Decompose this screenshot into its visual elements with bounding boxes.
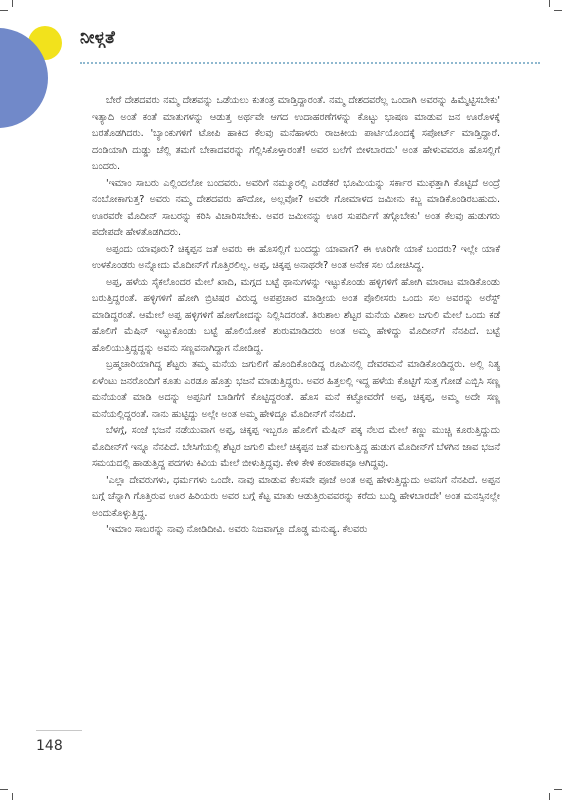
crop-mark-bottom-left-v bbox=[12, 793, 13, 800]
paragraph: 'ಇಮಾಂ ಸಾಬರನ್ನು ನಾವು ನೋಡಿದೀವಿ. ಅವರು ನಿಜವಾಗ್ಲೂ ದೊಡ್ಡ ಮನುಷ್ಯ. ಕೆಲವರು bbox=[106, 524, 368, 535]
story-body bbox=[92, 93, 500, 539]
section-title: ನೀಳ್ಗತೆ bbox=[80, 28, 116, 48]
crop-mark-top-left-v bbox=[12, 0, 13, 7]
crop-mark-top-right-v bbox=[549, 0, 550, 7]
crop-mark-bottom-left-h bbox=[0, 789, 8, 790]
header-dotted-rule bbox=[80, 62, 540, 64]
paragraph: ಬೆಳಗ್ಗೆ, ಸಂಜೆ ಭಜನೆ ನಡೆಯುವಾಗ ಅಪ್ಪ, ಚಿಕ್ಕಪ್ಪ ಇಬ್ಬರೂ ಹೊಲಿಗೆ ಮೆಷಿನ್ ಪಕ್ಕ ನೆಲದ ಮೇಲೆ ಕಣ್ಣು ಮುಚ್ಚಿ ಕೂರುತ್ತಿದ್ದುದು ಮೊದೀನ್‌ಗೆ ಇನ್ನೂ ನೆನಪಿದೆ. ಬೇಸಿಗೆಯಲ್ಲಿ ಶೆಟ್ಟರ ಜಗುಲಿ ಮೇಲೆ ಚಿಕ್ಕಪ್ಪನ ಜತೆ ಮಲಗುತ್ತಿದ್ದ ಹುಡುಗ ಮೊದೀನ್‌ಗೆ ಬೆಳಗಿನ ಜಾವ ಭಜನೆ ಸಮಯದಲ್ಲಿ ಹಾಡುತ್ತಿದ್ದ ಪದಗಳು ಕಿವಿಯ ಮೇಲೆ ಬೀಳುತ್ತಿದ್ದವು. ಕೇಳಿ ಕೇಳಿ ಕಂಠಪಾಠವೂ ಆಗಿದ್ದವು. bbox=[92, 425, 500, 469]
crop-mark-bottom-right-v bbox=[549, 793, 550, 800]
paragraph: ಅಪ್ಪಂದು ಯಾವೂರು? ಚಿಕ್ಕಪ್ಪನ ಜತೆ ಅವರು ಈ ಹೊಸಲ್ಲಿಗೆ ಬಂದದ್ದು ಯಾವಾಗ? ಈ ಊರಿಗೇ ಯಾಕೆ ಬಂದರು? ಇಲ್ಲೇ ಯಾಕೆ ಉಳಕೊಂಡರು ಅನ್ನೋದು ಮೊದೀನ್‌ಗೆ ಗೊತ್ತಿರಲಿಲ್ಲ. ಅಪ್ಪ, ಚಿಕ್ಕಪ್ಪ ಅನಾಥರೇ? ಅಂತ ಅನೇಕ ಸಲ ಯೋಚಿಸಿದ್ದ. bbox=[92, 243, 500, 271]
crop-mark-top-left-h bbox=[0, 10, 8, 11]
page-number: 148 bbox=[36, 738, 63, 754]
paragraph: 'ಇಮಾಂ ಸಾಬರು ಎಲ್ಲಿಂದಲೋ ಬಂದವರು. ಅವರಿಗೆ ನಮ್ಮೂರಲ್ಲಿ ಎರಡೆಕರೆ ಭೂಮಿಯನ್ನು ಸರ್ಕಾರ ಮುಫತ್ತಾಗಿ ಕೊಟ್ಟಿದೆ ಅಂದ್ರೆ ನಂಬೋಕಾಗುತ್ತ? ಅವರು ನಮ್ಮ ದೇಶದವರು ಹೌದೋ, ಅಲ್ಲವೋ? ಅವರೇ ಗೋಮಾಳದ ಜಮೀನು ಕಬ್ಜ ಮಾಡಿಕೊಂಡಿರಬಹುದು. ಊರವರೇ ಮೊದೀನ್ ಸಾಬರನ್ನು ಕರಿಸಿ ವಿಚಾರಿಸಬೇಕು. ಅವರ ಜಮೀನನ್ನು ಊರ ಸುಪರ್ದಿಗೆ ತಗ್ಗೊಬೇಕು' ಅಂತ ಕೆಲವು ಹುಡುಗರು ಪದೇಪದೇ ಹೇಳತೊಡಗಿದರು. bbox=[92, 177, 500, 238]
footer-rule bbox=[36, 730, 82, 731]
paragraph: 'ಎಲ್ಲಾ ದೇವರುಗಳು, ಧರ್ಮಗಳು ಒಂದೇ. ನಾವು ಮಾಡುವ ಕೆಲಸವೇ ಪೂಜೆ ಅಂತ ಅಪ್ಪ ಹೇಳುತ್ತಿದ್ದುದು ಅವನಿಗೆ ನೆನಪಿದೆ. ಅಪ್ಪನ ಬಗ್ಗೆ ಚೆನ್ನಾಗಿ ಗೊತ್ತಿರುವ ಊರ ಹಿರಿಯರು ಅವರ ಬಗ್ಗೆ ಕೆಟ್ಟ ಮಾತು ಆಡುತ್ತಿರುವವರನ್ನು ಕರೆದು ಬುದ್ಧಿ ಹೇಳಬಾರದೇ' ಅಂತ ಮನಸ್ಸಿನಲ್ಲೇ ಅಂದುಕೊಳ್ಳುತ್ತಿದ್ದ. bbox=[92, 474, 500, 519]
paragraph: ಅಪ್ಪ, ಹಳೆಯ ಸೈಕಲೊಂದರ ಮೇಲೆ ಖಾದಿ, ಮಗ್ಗದ ಬಟ್ಟೆ ಥಾನುಗಳನ್ನು ಇಟ್ಟುಕೊಂಡು ಹಳ್ಳಿಗಳಿಗೆ ಹೋಗಿ ಮಾರಾಟ ಮಾಡಿಕೊಂಡು ಬರುತ್ತಿದ್ದರಂತೆ. ಹಳ್ಳಿಗಳಿಗೆ ಹೋಗಿ ಬ್ರಿಟಿಷರ ವಿರುದ್ಧ ಅಪಪ್ರಚಾರ ಮಾಡ್ತೀಯ ಅಂತ ಪೊಲೀಸರು ಒಂದು ಸಲ ಅವರನ್ನು ಅರೆಸ್ಟ್ ಮಾಡಿದ್ದರಂತೆ. ಆಮೇಲೆ ಅಪ್ಪ ಹಳ್ಳಿಗಳಿಗೆ ಹೋಗೋದನ್ನು ನಿಲ್ಲಿಸಿದರಂತೆ. ತಿರುಶಾಲ ಶೆಟ್ಟರ ಮನೆಯ ವಿಶಾಲ ಜಗುಲಿ ಮೇಲೆ ಒಂದು ಕಡೆ ಹೊಲಿಗೆ ಮೆಷಿನ್ ಇಟ್ಟುಕೊಂಡು ಬಟ್ಟೆ ಹೊಲಿಯೋಕೆ ಶುರುಮಾಡಿದರು ಅಂತ ಅಮ್ಮ ಹೇಳಿದ್ದು ಮೊದೀನ್‌ಗೆ ನೆನಪಿದೆ. ಬಟ್ಟೆ ಹೊಲಿಯುತ್ತಿದ್ದದ್ದನ್ನು ಅವನು ಸಣ್ಣವನಾಗಿದ್ದಾಗ ನೋಡಿದ್ದ. bbox=[92, 276, 500, 354]
crop-mark-top-right-h bbox=[554, 10, 562, 11]
paragraph: ಬೇರೆ ದೇಶದವರು ನಮ್ಮ ದೇಶವನ್ನು ಒಡೆಯಲು ಕುತಂತ್ರ ಮಾಡ್ತಿದ್ದಾರಂತೆ. ನಮ್ಮ ದೇಶದವರೆಲ್ಲ ಒಂದಾಗಿ ಅವರನ್ನು ಹಿಮ್ಮೆಟ್ಟಿಸಬೇಕು' ಇತ್ಯಾದಿ ಅಂತೆ ಕಂತೆ ಮಾತುಗಳನ್ನು ಆಡುತ್ತ ಅರ್ಥವೇ ಆಗದ ಉದಾಹರಣೆಗಳನ್ನು ಕೊಟ್ಟು ಭಾಷಣ ಮಾಡುವ ಜನ ಊರೊಳಕ್ಕೆ ಬರತೊಡಗಿದರು. 'ಬ್ಯಾಂಕುಗಳಿಗೆ ಟೋಪಿ ಹಾಕಿದ ಕೆಲವು ಮನೆಹಾಳರು ರಾಜಕೀಯ ಪಾರ್ಟಿಯೊಂದಕ್ಕೆ ಸಪೋರ್ಟ್ ಮಾಡ್ತಿದ್ದಾರೆ. ದಂಡಿಯಾಗಿ ದುಡ್ಡು ಚೆಲ್ಲಿ ತಮಗೆ ಬೇಕಾದವರನ್ನು ಗೆಲ್ಲಿಸಿಕೊಳ್ತಾರಂತೆ! ಅವರ ಬಲೆಗೆ ಬೀಳಬಾರದು' ಅಂತ ಹೇಳುವವರೂ ಹೊಸಲ್ಲಿಗೆ ಬಂದರು. bbox=[92, 95, 500, 172]
crop-mark-bottom-right-h bbox=[554, 789, 562, 790]
paragraph: ಬ್ರಹ್ಮಚಾರಿಯಾಗಿದ್ದ ಶೆಟ್ಟರು ತಮ್ಮ ಮನೆಯ ಜಗುಲಿಗೆ ಹೊಂದಿಕೊಂಡಿದ್ದ ರೂಮಿನಲ್ಲಿ ದೇವರಮನೆ ಮಾಡಿಕೊಂಡಿದ್ದರು. ಅಲ್ಲಿ ನಿತ್ಯ ಏಳೆಂಟು ಜನರೊಂದಿಗೆ ಕೂತು ಎರಡೂ ಹೊತ್ತು ಭಜನೆ ಮಾಡುತ್ತಿದ್ದರು. ಅವರ ಹಿತ್ತಲಲ್ಲಿ ಇದ್ದ ಹಳೆಯ ಕೊಟ್ಟಿಗೆ ಸುತ್ತ ಗೋಡೆ ಎಬ್ಬಿಸಿ ಸಣ್ಣ ಮನೆಯಂತೆ ಮಾಡಿ ಅದನ್ನು ಅಪ್ಪನಿಗೆ ಬಾಡಿಗೆಗೆ ಕೊಟ್ಟಿದ್ದರಂತೆ. ಹೊಸ ಮನೆ ಕಟ್ಟೋವರೆಗೆ ಅಪ್ಪ, ಚಿಕ್ಕಪ್ಪ, ಅಮ್ಮ ಅದೇ ಸಣ್ಣ ಮನೆಯಲ್ಲಿದ್ದರಂತೆ. ನಾನು ಹುಟ್ಟಿದ್ದು ಅಲ್ಲೇ ಅಂತ ಅಮ್ಮ ಹೇಳಿದ್ದೂ ಮೊದೀನ್‌ಗೆ ನೆನಪಿದೆ. bbox=[92, 359, 500, 420]
